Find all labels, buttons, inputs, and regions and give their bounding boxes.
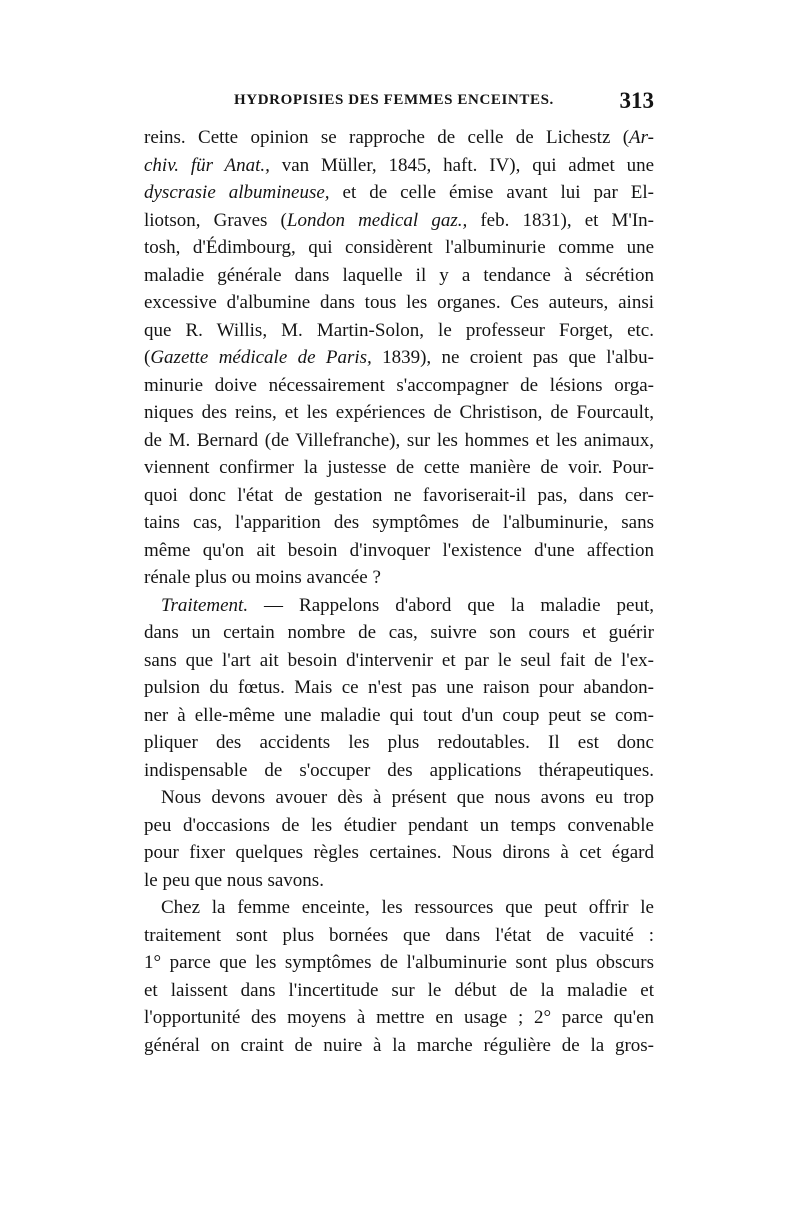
- text-line: [144, 509, 654, 537]
- text-span: et de celle émise avant lui par El-: [329, 182, 654, 203]
- text-line: [144, 977, 654, 1005]
- text-span: maladie générale dans laquelle il y a tendance à sécrétion: [144, 264, 654, 286]
- text-line: [144, 152, 654, 180]
- text-line: [144, 729, 654, 757]
- text-span: de M. Bernard (de Villefranche), sur les hommes et les animaux,: [144, 429, 654, 451]
- text-line: [144, 812, 654, 840]
- text-line: [144, 427, 654, 455]
- text-span: que R. Willis, M. Martin-Solon, le professeur Forget, etc.: [144, 319, 654, 341]
- text-span: feb. 1831), et M'In-: [467, 209, 654, 231]
- text-line: [144, 234, 654, 262]
- text-line: [144, 262, 654, 290]
- text-line: [144, 124, 654, 152]
- text-span: dans un certain nombre de cas, suivre son cours et guérir: [144, 622, 654, 643]
- text-line: [144, 564, 654, 592]
- page-header: [144, 88, 654, 118]
- text-line: [144, 289, 654, 317]
- text-line: [144, 372, 654, 400]
- text-span: pour fixer quelques règles certaines. Nous dirons à cet égard: [144, 842, 654, 863]
- text-span: général on craint de nuire à la marche régulière de la gros-: [144, 1034, 654, 1056]
- text-span: Nous devons avouer dès à présent que nous avons eu trop: [161, 787, 654, 808]
- text-line: [144, 839, 654, 867]
- text-line: [144, 537, 654, 565]
- page-number: 313: [619, 88, 654, 113]
- text-line: [144, 949, 654, 977]
- text-line: [144, 207, 654, 235]
- text-line: [144, 1004, 654, 1032]
- text-span: — Rappelons d'abord que la maladie peut,: [248, 594, 654, 616]
- text-line: [144, 922, 654, 950]
- text-span: sans que l'art ait besoin d'intervenir et par le seul fait de l'ex-: [144, 649, 654, 671]
- text-line: [144, 482, 654, 510]
- text-span: tains cas, l'apparition des symptômes de l'albuminurie, sans: [144, 512, 654, 533]
- text-line: [144, 1032, 654, 1060]
- text-line: [144, 399, 654, 427]
- text-span: tosh, d'Édimbourg, qui considèrent l'albuminurie comme une: [144, 237, 654, 258]
- text-span: excessive d'albumine dans tous les organes. Ces auteurs, ainsi: [144, 292, 654, 313]
- text-span: 1° parce que les symptômes de l'albuminurie sont plus obscurs: [144, 952, 654, 973]
- text-span: Chez la femme enceinte, les ressources que peut offrir le: [161, 897, 654, 918]
- running-title: HYDROPISIES DES FEMMES ENCEINTES.: [234, 92, 554, 108]
- text-span: minurie doive nécessairement s'accompagner de lésions orga-: [144, 374, 654, 396]
- text-span: et laissent dans l'incertitude sur le début de la maladie et: [144, 979, 654, 1001]
- text-span: liotson, Graves (: [144, 209, 287, 231]
- text-span: même qu'on ait besoin d'invoquer l'existence d'une affection: [144, 539, 654, 561]
- text-line: [144, 757, 654, 785]
- italic-text: Gazette médicale de Paris,: [150, 347, 372, 368]
- text-span: rénale plus ou moins avancée ?: [144, 567, 381, 588]
- italic-text: Traitement.: [161, 594, 249, 616]
- text-span: (: [144, 347, 151, 368]
- text-line: [144, 344, 654, 372]
- italic-text: London medical gaz.,: [286, 209, 468, 231]
- text-span: pulsion du fœtus. Mais ce n'est pas une raison pour abandon-: [144, 677, 654, 698]
- body-text: [144, 124, 654, 1059]
- text-span: indispensable de s'occuper des applications thérapeutiques.: [144, 759, 654, 781]
- text-line: [144, 702, 654, 730]
- text-line: [144, 454, 654, 482]
- italic-text: Ar-: [629, 127, 654, 148]
- text-line: [144, 647, 654, 675]
- text-span: pliquer des accidents les plus redoutables. Il est donc: [144, 732, 654, 753]
- text-span: traitement sont plus bornées que dans l'état de vacuité :: [144, 924, 654, 946]
- italic-text: chiv. für Anat.,: [144, 154, 270, 176]
- text-span: le peu que nous savons.: [144, 869, 324, 891]
- text-line: [144, 592, 654, 620]
- text-span: quoi donc l'état de gestation ne favoriserait-il pas, dans cer-: [144, 484, 654, 506]
- text-line: [144, 784, 654, 812]
- text-line: [144, 674, 654, 702]
- text-span: peu d'occasions de les étudier pendant un temps convenable: [144, 814, 654, 836]
- text-span: 1839), ne croient pas que l'albu-: [371, 347, 654, 368]
- italic-text: dyscrasie albumineuse,: [144, 182, 330, 203]
- text-span: ner à elle-même une maladie qui tout d'un coup peut se com-: [144, 704, 654, 726]
- text-span: van Müller, 1845, haft. IV), qui admet une: [269, 154, 654, 176]
- text-line: [144, 894, 654, 922]
- text-span: reins. Cette opinion se rapproche de celle de Lichestz (: [144, 127, 630, 148]
- text-line: [144, 179, 654, 207]
- text-line: [144, 619, 654, 647]
- text-span: niques des reins, et les expériences de Christison, de Fourcault,: [144, 402, 654, 423]
- text-line: [144, 317, 654, 345]
- text-span: l'opportunité des moyens à mettre en usage ; 2° parce qu'en: [144, 1007, 654, 1028]
- text-span: viennent confirmer la justesse de cette manière de voir. Pour-: [144, 457, 654, 478]
- text-line: [144, 867, 654, 895]
